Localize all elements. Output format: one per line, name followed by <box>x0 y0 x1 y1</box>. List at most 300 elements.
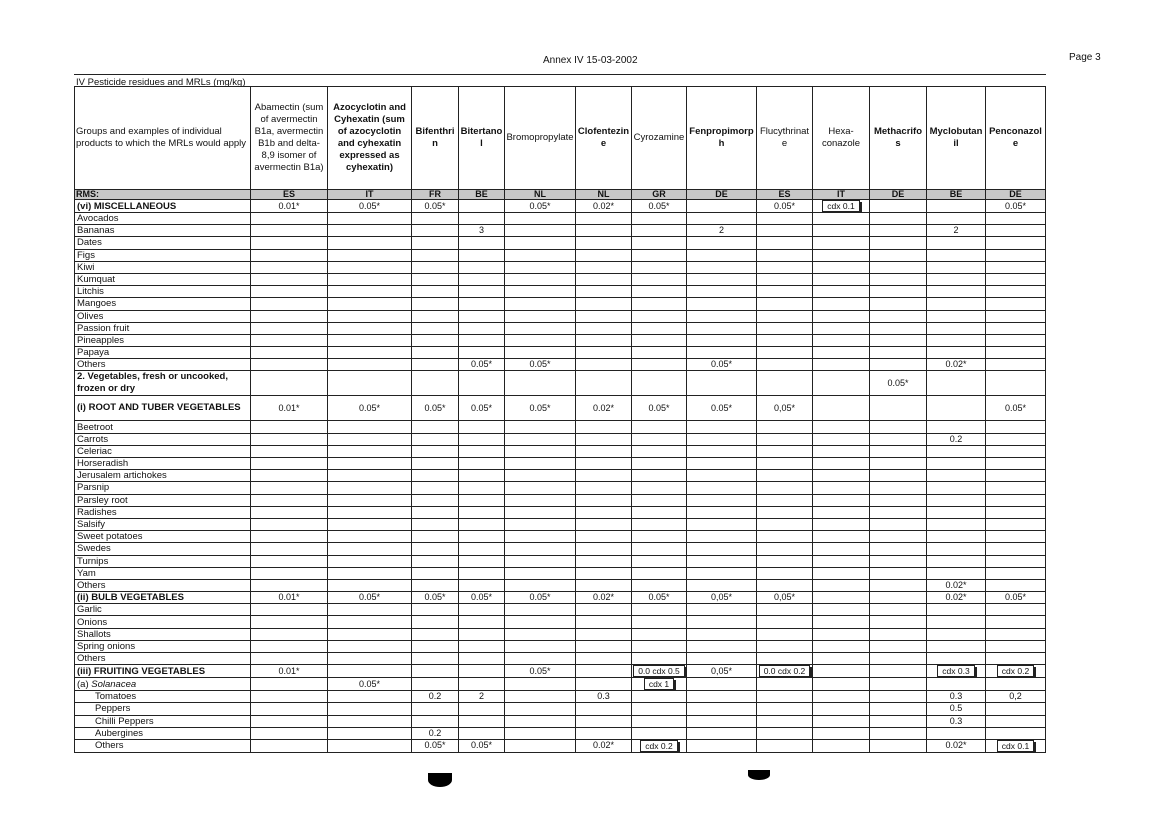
value-cell <box>757 261 813 273</box>
value-cell <box>870 628 927 640</box>
value-cell <box>505 518 576 530</box>
value-cell <box>927 421 986 433</box>
row-label: 2. Vegetables, fresh or uncooked, frozen or dry <box>75 371 251 396</box>
value-cell <box>412 482 459 494</box>
codex-note: 0.0 cdx 0.5 <box>633 665 685 677</box>
value-cell <box>251 579 328 591</box>
value-cell <box>813 482 870 494</box>
value-cell <box>927 213 986 225</box>
value-cell <box>328 237 412 249</box>
value-cell <box>870 543 927 555</box>
value-cell <box>986 445 1046 457</box>
row-label: Horseradish <box>75 458 251 470</box>
value-cell <box>576 604 632 616</box>
value-cell <box>986 298 1046 310</box>
value-cell <box>757 213 813 225</box>
value-cell <box>328 518 412 530</box>
value-cell: 0.05* <box>459 592 505 604</box>
value-cell <box>328 555 412 567</box>
value-cell <box>687 310 757 322</box>
value-cell <box>505 678 576 691</box>
value-cell <box>986 310 1046 322</box>
value-cell <box>632 421 687 433</box>
value-cell <box>251 225 328 237</box>
value-cell: 0.2 <box>412 727 459 739</box>
value-cell: 0.05* <box>459 396 505 421</box>
value-cell <box>813 678 870 691</box>
value-cell <box>813 727 870 739</box>
value-cell <box>986 579 1046 591</box>
value-cell <box>328 531 412 543</box>
table-row <box>75 273 1046 285</box>
row-label: Garlic <box>75 604 251 616</box>
row-label: Avocados <box>75 213 251 225</box>
value-cell <box>328 298 412 310</box>
value-cell <box>687 494 757 506</box>
value-cell <box>632 628 687 640</box>
value-cell <box>328 286 412 298</box>
value-cell <box>576 322 632 334</box>
value-cell <box>870 347 927 359</box>
value-cell <box>505 322 576 334</box>
value-cell <box>328 433 412 445</box>
value-cell <box>687 727 757 739</box>
value-cell <box>757 567 813 579</box>
row-label: Radishes <box>75 506 251 518</box>
value-cell <box>459 494 505 506</box>
value-cell <box>757 470 813 482</box>
value-cell <box>757 640 813 652</box>
value-cell <box>412 531 459 543</box>
value-cell <box>927 543 986 555</box>
value-cell: 0.02* <box>576 739 632 752</box>
value-cell <box>251 310 328 322</box>
value-cell <box>632 371 687 396</box>
value-cell: 0.02* <box>576 200 632 213</box>
value-cell <box>459 703 505 715</box>
value-cell <box>251 249 328 261</box>
value-cell <box>412 555 459 567</box>
value-cell <box>986 506 1046 518</box>
value-cell <box>412 715 459 727</box>
row-label: Pineapples <box>75 334 251 346</box>
value-cell <box>632 494 687 506</box>
value-cell <box>687 470 757 482</box>
value-cell: 0.3 <box>927 691 986 703</box>
value-cell <box>576 506 632 518</box>
row-label: Chilli Peppers <box>75 715 251 727</box>
row-label: (ii) BULB VEGETABLES <box>75 592 251 604</box>
row-label: Kumquat <box>75 273 251 285</box>
value-cell <box>632 715 687 727</box>
row-label: Dates <box>75 237 251 249</box>
row-label: Tomatoes <box>75 691 251 703</box>
value-cell <box>870 421 927 433</box>
value-cell: 0.05* <box>328 200 412 213</box>
value-cell <box>870 494 927 506</box>
value-cell <box>986 433 1046 445</box>
col-header-bitertanol: Bitertano l <box>459 87 505 190</box>
value-cell <box>632 286 687 298</box>
value-cell <box>870 678 927 691</box>
row-label: Others <box>75 359 251 371</box>
value-cell <box>576 531 632 543</box>
value-cell <box>986 322 1046 334</box>
value-cell: 0.05* <box>328 592 412 604</box>
value-cell: 0.05* <box>412 396 459 421</box>
value-cell <box>459 640 505 652</box>
table-row <box>75 458 1046 470</box>
value-cell: 0.05* <box>687 396 757 421</box>
value-cell <box>328 445 412 457</box>
value-cell <box>632 347 687 359</box>
value-cell <box>927 665 986 678</box>
value-cell <box>986 273 1046 285</box>
value-cell <box>459 555 505 567</box>
value-cell <box>632 359 687 371</box>
value-cell <box>757 371 813 396</box>
table-row <box>75 470 1046 482</box>
value-cell <box>986 371 1046 396</box>
row-label: Others <box>75 579 251 591</box>
value-cell <box>687 739 757 752</box>
value-cell <box>986 334 1046 346</box>
value-cell <box>632 567 687 579</box>
value-cell <box>632 249 687 261</box>
value-cell: 0.02* <box>927 579 986 591</box>
value-cell <box>328 225 412 237</box>
value-cell <box>251 359 328 371</box>
value-cell <box>505 703 576 715</box>
value-cell <box>757 531 813 543</box>
row-label: (a) Solanacea <box>75 678 251 691</box>
value-cell: 0.05* <box>632 592 687 604</box>
col-header-groups: Groups and examples of individual products to which the MRLs would apply <box>75 87 251 190</box>
value-cell: 2 <box>459 691 505 703</box>
value-cell <box>412 458 459 470</box>
value-cell <box>870 604 927 616</box>
value-cell <box>687 237 757 249</box>
value-cell <box>813 506 870 518</box>
value-cell <box>870 200 927 213</box>
value-cell <box>986 249 1046 261</box>
value-cell <box>757 579 813 591</box>
table-row <box>75 691 1046 703</box>
value-cell <box>813 200 870 213</box>
value-cell: 0.2 <box>412 691 459 703</box>
value-cell <box>328 727 412 739</box>
value-cell <box>576 482 632 494</box>
value-cell: 0.05* <box>757 200 813 213</box>
value-cell <box>687 371 757 396</box>
value-cell: 0,05* <box>687 665 757 678</box>
value-cell <box>687 653 757 665</box>
value-cell <box>927 371 986 396</box>
value-cell <box>927 396 986 421</box>
value-cell <box>576 225 632 237</box>
value-cell: 0.02* <box>576 592 632 604</box>
rms-cell: ES <box>251 190 328 200</box>
value-cell <box>412 640 459 652</box>
value-cell <box>986 237 1046 249</box>
value-cell <box>870 298 927 310</box>
value-cell <box>505 555 576 567</box>
value-cell <box>986 213 1046 225</box>
row-label: Kiwi <box>75 261 251 273</box>
value-cell <box>576 213 632 225</box>
value-cell <box>459 458 505 470</box>
value-cell <box>505 225 576 237</box>
value-cell <box>328 665 412 678</box>
value-cell <box>927 616 986 628</box>
col-header-bromopropylate: Bromopropylate <box>505 87 576 190</box>
value-cell <box>632 433 687 445</box>
row-label: Passion fruit <box>75 322 251 334</box>
value-cell <box>632 691 687 703</box>
rms-cell: NL <box>576 190 632 200</box>
rms-cell: IT <box>328 190 412 200</box>
value-cell <box>251 715 328 727</box>
value-cell <box>813 470 870 482</box>
value-cell <box>328 334 412 346</box>
value-cell <box>632 543 687 555</box>
table-row <box>75 592 1046 604</box>
row-label: Aubergines <box>75 727 251 739</box>
value-cell: 0.05* <box>328 678 412 691</box>
value-cell <box>813 494 870 506</box>
value-cell <box>632 334 687 346</box>
value-cell: 0.01* <box>251 200 328 213</box>
value-cell <box>412 653 459 665</box>
value-cell <box>757 555 813 567</box>
value-cell <box>576 543 632 555</box>
value-cell: 0.02* <box>576 396 632 421</box>
value-cell <box>757 506 813 518</box>
value-cell <box>757 628 813 640</box>
value-cell <box>632 703 687 715</box>
value-cell <box>757 616 813 628</box>
value-cell <box>632 470 687 482</box>
value-cell <box>251 531 328 543</box>
value-cell <box>505 494 576 506</box>
value-cell <box>813 616 870 628</box>
value-cell <box>927 347 986 359</box>
value-cell <box>927 506 986 518</box>
value-cell <box>576 470 632 482</box>
value-cell <box>986 286 1046 298</box>
value-cell <box>412 543 459 555</box>
value-cell <box>412 334 459 346</box>
value-cell <box>412 237 459 249</box>
value-cell: 0.05* <box>412 200 459 213</box>
value-cell <box>412 678 459 691</box>
value-cell <box>870 616 927 628</box>
value-cell <box>576 628 632 640</box>
col-header-myclobutanil: Myclobutan il <box>927 87 986 190</box>
value-cell <box>328 261 412 273</box>
value-cell <box>576 371 632 396</box>
value-cell <box>986 494 1046 506</box>
row-label: Swedes <box>75 543 251 555</box>
value-cell <box>576 458 632 470</box>
value-cell <box>986 225 1046 237</box>
value-cell <box>505 249 576 261</box>
value-cell: 0,2 <box>986 691 1046 703</box>
value-cell <box>251 322 328 334</box>
value-cell <box>870 310 927 322</box>
value-cell <box>251 458 328 470</box>
value-cell <box>870 433 927 445</box>
value-cell <box>632 310 687 322</box>
value-cell <box>459 678 505 691</box>
value-cell <box>412 359 459 371</box>
rms-cell: IT <box>813 190 870 200</box>
value-cell <box>986 518 1046 530</box>
value-cell <box>870 470 927 482</box>
value-cell <box>757 225 813 237</box>
value-cell <box>412 225 459 237</box>
table-row <box>75 286 1046 298</box>
value-cell <box>328 616 412 628</box>
value-cell <box>632 273 687 285</box>
value-cell <box>328 653 412 665</box>
value-cell <box>813 273 870 285</box>
value-cell <box>813 653 870 665</box>
value-cell <box>459 470 505 482</box>
value-cell <box>328 640 412 652</box>
value-cell <box>328 458 412 470</box>
value-cell <box>813 237 870 249</box>
value-cell <box>251 273 328 285</box>
col-header-methacrifos: Methacrifo s <box>870 87 927 190</box>
col-header-cyrozamine: Cyrozamine <box>632 87 687 190</box>
value-cell <box>251 470 328 482</box>
value-cell <box>505 261 576 273</box>
value-cell <box>687 286 757 298</box>
value-cell <box>757 322 813 334</box>
value-cell <box>986 665 1046 678</box>
value-cell <box>251 237 328 249</box>
value-cell <box>459 371 505 396</box>
value-cell <box>757 298 813 310</box>
value-cell: 0,05* <box>757 396 813 421</box>
value-cell <box>412 433 459 445</box>
value-cell <box>986 703 1046 715</box>
table-row <box>75 371 1046 396</box>
value-cell <box>757 310 813 322</box>
rms-cell: NL <box>505 190 576 200</box>
value-cell <box>251 494 328 506</box>
value-cell: 0.05* <box>505 200 576 213</box>
value-cell <box>328 273 412 285</box>
table-row <box>75 543 1046 555</box>
value-cell <box>757 518 813 530</box>
page-number: Page 3 <box>1069 52 1101 63</box>
table-row <box>75 628 1046 640</box>
value-cell <box>813 640 870 652</box>
value-cell <box>687 531 757 543</box>
value-cell <box>576 640 632 652</box>
value-cell <box>459 727 505 739</box>
value-cell <box>870 739 927 752</box>
value-cell <box>687 200 757 213</box>
value-cell <box>813 322 870 334</box>
col-header-hexaconazole: Hexa-conazole <box>813 87 870 190</box>
value-cell: 0.01* <box>251 592 328 604</box>
value-cell: 0.05* <box>870 371 927 396</box>
value-cell <box>459 616 505 628</box>
value-cell <box>459 298 505 310</box>
value-cell: 2 <box>927 225 986 237</box>
value-cell <box>687 249 757 261</box>
value-cell <box>687 298 757 310</box>
value-cell <box>986 458 1046 470</box>
value-cell <box>927 494 986 506</box>
value-cell: 0.01* <box>251 665 328 678</box>
value-cell <box>459 604 505 616</box>
value-cell <box>813 310 870 322</box>
value-cell <box>687 518 757 530</box>
value-cell <box>757 604 813 616</box>
value-cell <box>687 543 757 555</box>
value-cell <box>459 237 505 249</box>
value-cell <box>927 640 986 652</box>
table-row <box>75 678 1046 691</box>
value-cell <box>986 739 1046 752</box>
row-label: Others <box>75 653 251 665</box>
value-cell <box>757 359 813 371</box>
value-cell <box>459 445 505 457</box>
value-cell <box>813 359 870 371</box>
row-label: (vi) MISCELLANEOUS <box>75 200 251 213</box>
value-cell <box>687 616 757 628</box>
value-cell <box>576 555 632 567</box>
table-row <box>75 396 1046 421</box>
value-cell: 0.02* <box>927 592 986 604</box>
rms-row <box>75 190 1046 200</box>
value-cell <box>251 371 328 396</box>
value-cell: 0.01* <box>251 396 328 421</box>
row-label: Parsnip <box>75 482 251 494</box>
value-cell <box>813 531 870 543</box>
value-cell <box>459 286 505 298</box>
value-cell <box>328 715 412 727</box>
value-cell <box>505 604 576 616</box>
value-cell <box>632 322 687 334</box>
value-cell <box>757 703 813 715</box>
rms-cell: DE <box>870 190 927 200</box>
table-row <box>75 200 1046 213</box>
value-cell <box>632 678 687 691</box>
row-label: Bananas <box>75 225 251 237</box>
value-cell <box>328 494 412 506</box>
table-row <box>75 506 1046 518</box>
table-row <box>75 653 1046 665</box>
value-cell <box>986 543 1046 555</box>
value-cell <box>328 506 412 518</box>
row-label: Others <box>75 739 251 752</box>
value-cell <box>505 482 576 494</box>
value-cell <box>459 715 505 727</box>
table-row <box>75 310 1046 322</box>
value-cell <box>927 298 986 310</box>
value-cell <box>632 555 687 567</box>
value-cell <box>927 518 986 530</box>
value-cell <box>412 445 459 457</box>
value-cell <box>632 213 687 225</box>
value-cell <box>632 237 687 249</box>
table-row <box>75 494 1046 506</box>
